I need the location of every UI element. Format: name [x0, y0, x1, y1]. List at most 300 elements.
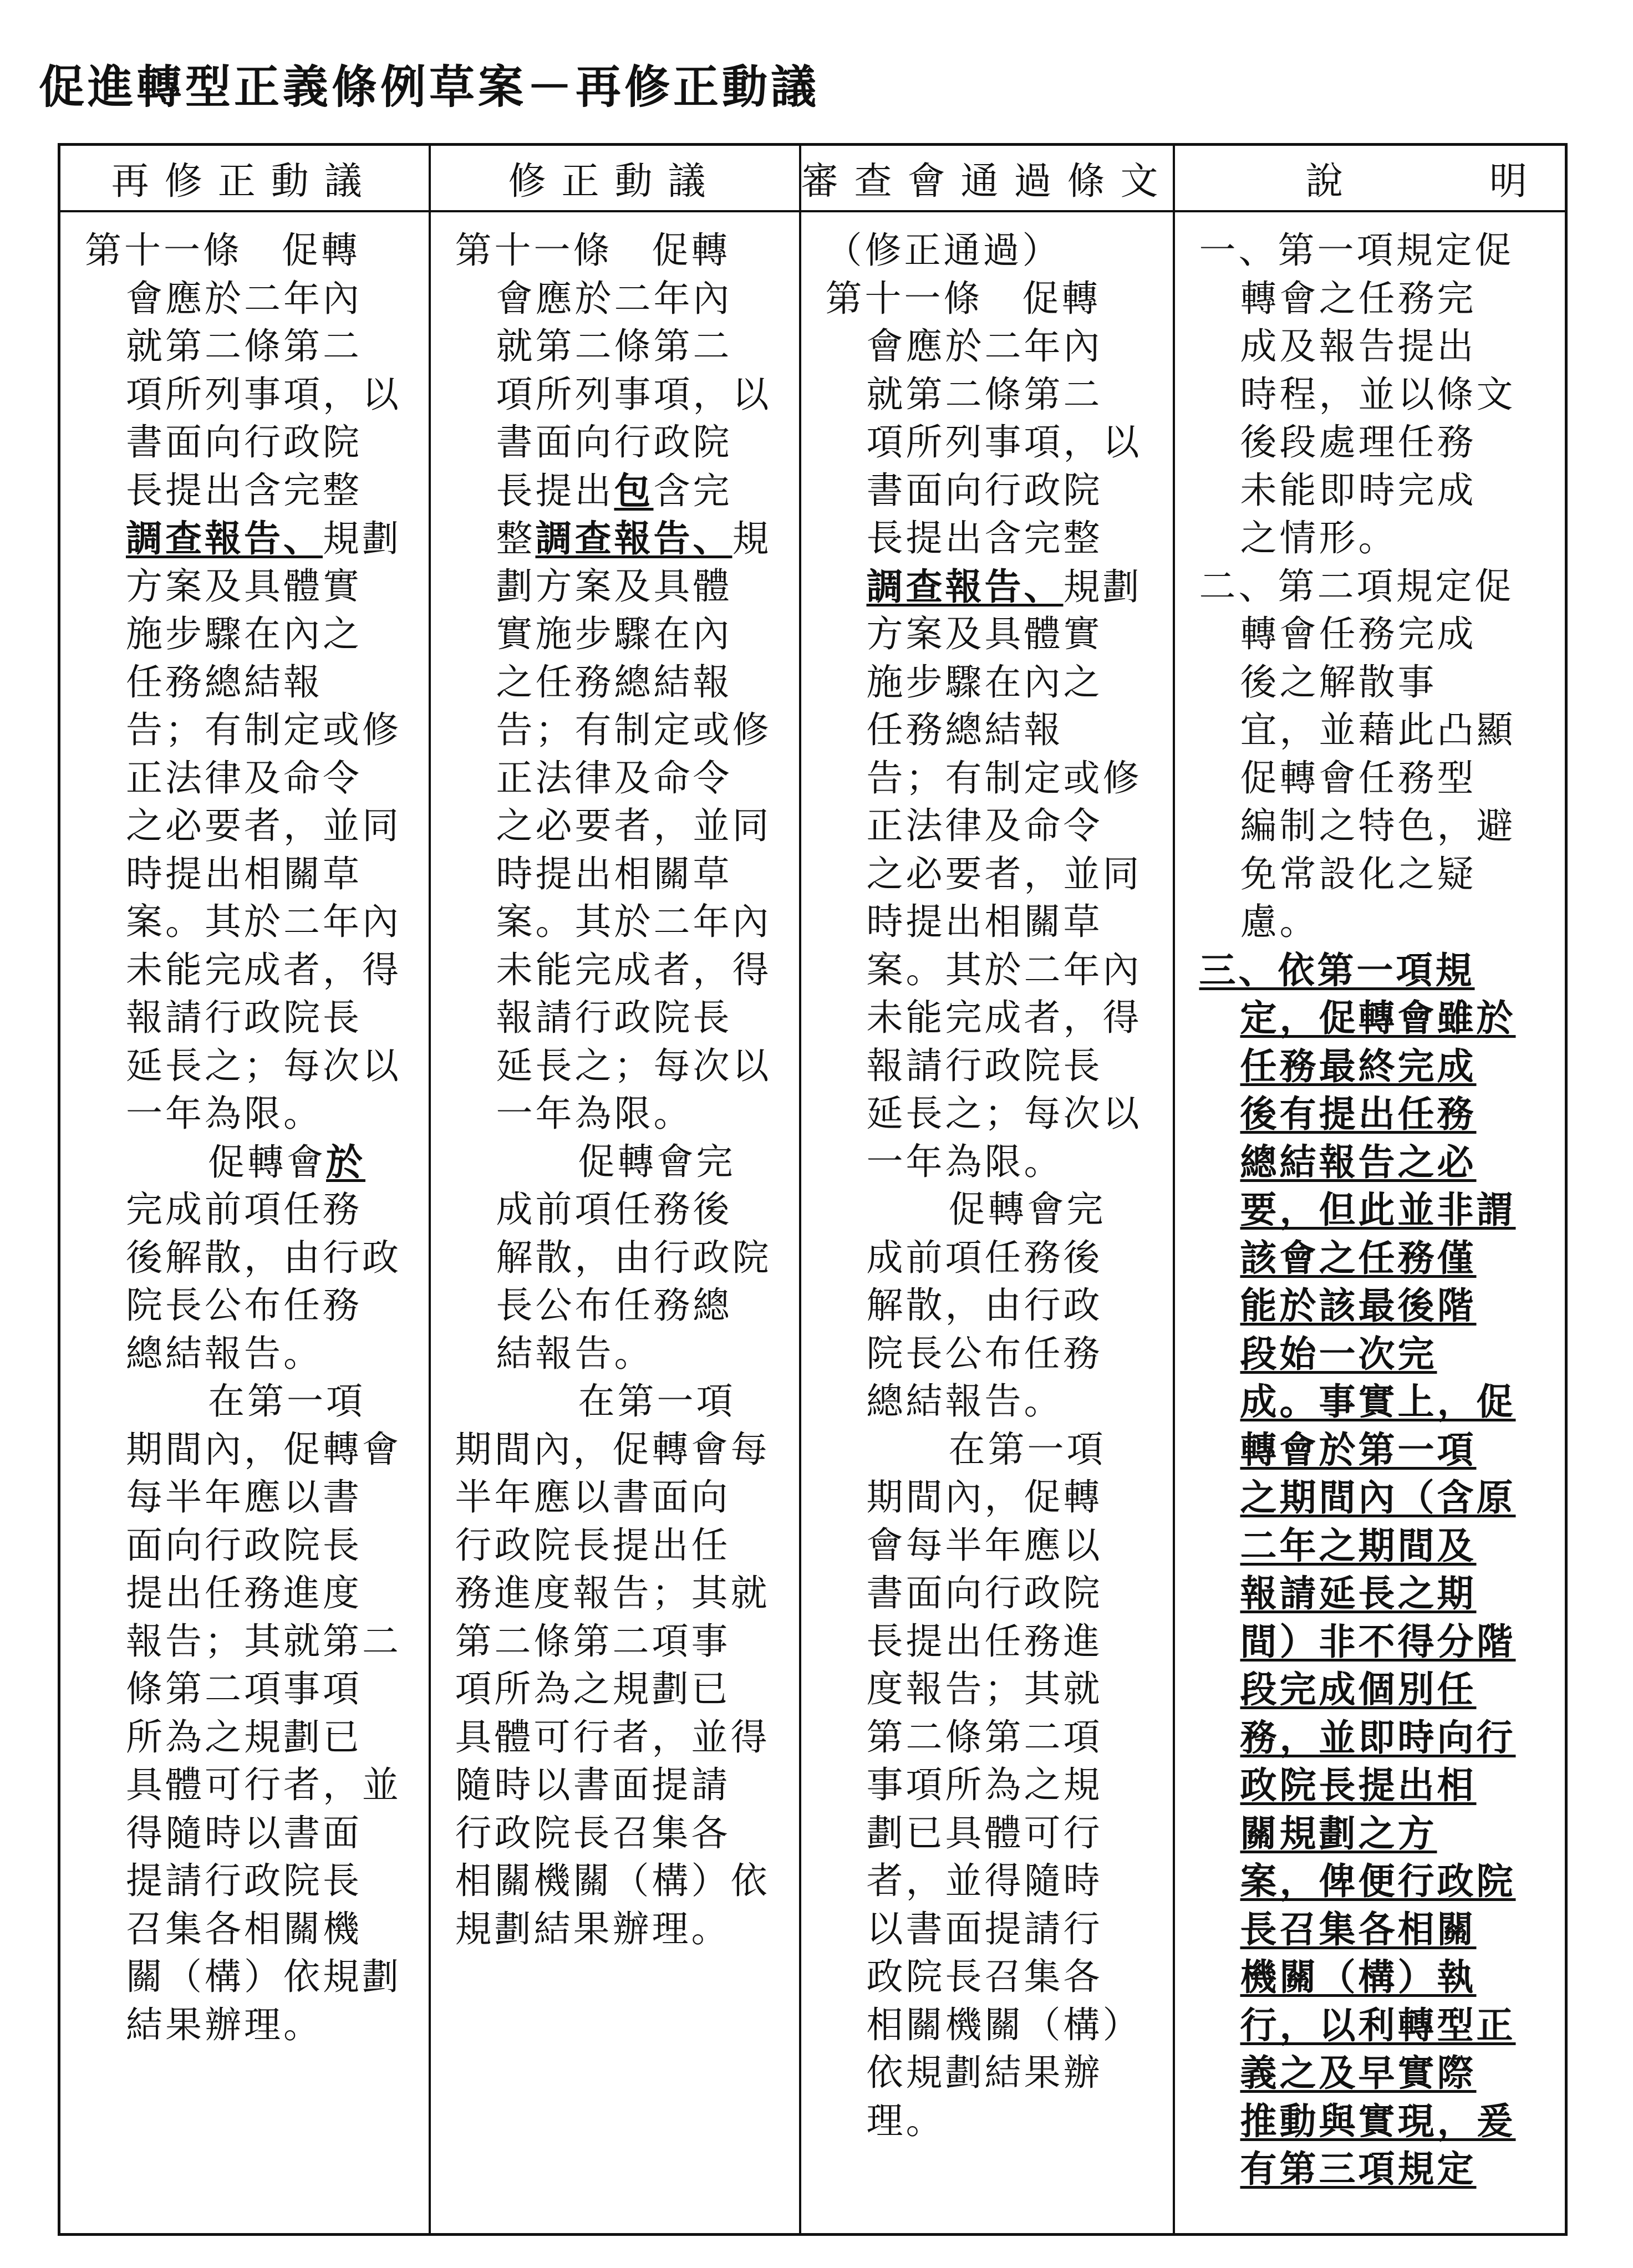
line-text: 就第二條第二 [866, 373, 1103, 416]
emphasized-text: 機關（構）執 [1240, 1955, 1477, 1999]
col1-line [85, 850, 416, 899]
col3-line [826, 659, 1161, 707]
col4-line [1199, 1378, 1553, 1426]
line-text: 二、第二項規定促 [1199, 564, 1514, 608]
line-text: 期間內，促轉會每 [455, 1428, 770, 1471]
col1-line [85, 802, 416, 850]
line-text: 未能完成者，得 [866, 996, 1142, 1039]
col1-line [85, 1618, 416, 1666]
col3-line [826, 1138, 1161, 1186]
col1-line [85, 1474, 416, 1522]
emphasized-text: 於 [326, 1140, 365, 1184]
line-text: 方案及具體實 [866, 613, 1103, 655]
emphasized-text: 定，促轉會雖於 [1240, 996, 1516, 1039]
col2-line [455, 1282, 787, 1330]
emphasized-text: 任務最終完成 [1240, 1044, 1477, 1088]
page-title: 促進轉型正義條例草案－再修正動議 [39, 60, 820, 114]
line-text: 時提出相關草 [866, 900, 1103, 943]
line-text: 度報告；其就 [866, 1668, 1103, 1710]
line-text: 會應於二年內 [496, 277, 732, 320]
line-text: 會應於二年內 [866, 325, 1103, 368]
line-text: 任務總結報 [126, 660, 323, 704]
line-text: 促轉會 [208, 1140, 326, 1184]
col1-line [85, 1090, 416, 1138]
line-text: 成前項任務後 [496, 1188, 732, 1231]
col2-line [455, 610, 787, 659]
line-text: 實施步驟在內 [496, 613, 732, 655]
line-text: 時程，並以條文 [1240, 373, 1516, 416]
line-text: 書面向行政院 [496, 421, 732, 463]
line-text: 延長之；每次以 [126, 1044, 401, 1087]
col2-line [455, 227, 787, 275]
line-text: 會每半年應以 [866, 1523, 1103, 1567]
line-text: 解散，由行政 [866, 1284, 1103, 1327]
line-text: 期間內，促轉會 [126, 1428, 401, 1471]
line-text: 事項所為之規 [866, 1764, 1103, 1806]
line-text: 報告；其就第二 [126, 1619, 401, 1663]
explanation-article [1175, 212, 1565, 2193]
col4-line [1199, 610, 1553, 659]
emphasized-text: 包 [614, 468, 654, 512]
col2-line [455, 1330, 787, 1378]
line-text: 項所列事項，以 [126, 373, 401, 416]
col2-line [455, 467, 787, 515]
col4-line [1199, 275, 1553, 323]
line-text: 之任務總結報 [496, 660, 732, 704]
col4-line [1199, 1042, 1553, 1090]
col4-line [1199, 1569, 1553, 1618]
emphasized-text: 有第三項規定 [1240, 2147, 1477, 2190]
line-text: 報請行政院長 [866, 1044, 1103, 1087]
col3-line [826, 706, 1161, 755]
col4-line [1199, 1953, 1553, 2001]
line-text: 延長之；每次以 [866, 1092, 1142, 1135]
col2-line [455, 419, 787, 467]
col3-line [826, 1953, 1161, 2001]
col4-line [1199, 1714, 1553, 1762]
line-text: 之情形。 [1240, 517, 1398, 559]
emphasized-text: 案，俾便行政院 [1240, 1859, 1516, 1903]
line-text: 告；有制定或修 [126, 709, 401, 751]
col3-line [826, 610, 1161, 659]
line-text: 相關機關（構） [866, 2003, 1142, 2046]
col4-line [1199, 2049, 1553, 2097]
line-text: 劃方案及具體 [496, 564, 732, 608]
line-text: 在第一項 [578, 1380, 736, 1423]
emphasized-text: 推動與實現，爰 [1240, 2099, 1516, 2143]
col3-line [826, 1857, 1161, 1905]
column-header-explanation-first: 說 [1305, 159, 1359, 203]
col3-line [826, 1714, 1161, 1762]
line-text: 在第一項 [208, 1380, 365, 1423]
col1-line [85, 1042, 416, 1090]
col2-line [455, 1665, 787, 1714]
col4-line [1199, 2097, 1553, 2145]
col2-line [455, 1905, 787, 1954]
col3-line [826, 2049, 1161, 2097]
col2-line [455, 1714, 787, 1762]
line-text: 期間內，促轉 [866, 1476, 1103, 1518]
col1-line [85, 706, 416, 755]
col3-line [826, 514, 1161, 563]
emphasized-text: 長召集各相關 [1240, 1907, 1477, 1951]
col2-line [455, 1522, 787, 1570]
line-text: 完成前項任務 [126, 1188, 362, 1231]
line-text: 一年為限。 [866, 1140, 1064, 1183]
line-text: 就第二條第二 [496, 325, 732, 368]
emphasized-text: 間）非不得分階 [1240, 1619, 1516, 1663]
line-text: 編制之特色，避 [1240, 804, 1516, 847]
col3-line [826, 1618, 1161, 1666]
col4-line [1199, 802, 1553, 850]
col4-line [1199, 227, 1553, 275]
col3-line [826, 1426, 1161, 1474]
line-text: 總結報告。 [866, 1380, 1064, 1423]
emphasized-text: 轉會於第一項 [1240, 1428, 1477, 1471]
col1-line [85, 227, 416, 275]
col1-line [85, 610, 416, 659]
col4-line [1199, 850, 1553, 899]
table-header-row [59, 145, 1566, 212]
col4-line [1199, 2001, 1553, 2050]
line-text: 項所列事項，以 [866, 421, 1142, 463]
re-amendment-article [60, 212, 429, 2049]
col4-line [1199, 946, 1553, 995]
line-text: 轉會任務完成 [1240, 613, 1477, 655]
line-text: 施步驟在內之 [126, 613, 362, 655]
col3-line [826, 1330, 1161, 1378]
emphasized-text: 要，但此並非謂 [1240, 1188, 1516, 1231]
line-text: 務進度報告；其就 [455, 1572, 770, 1614]
line-text: 長公布任務總 [496, 1284, 732, 1327]
col3-line [826, 323, 1161, 371]
col1-line [85, 371, 416, 419]
col4-line [1199, 2145, 1553, 2193]
col1-line [85, 563, 416, 611]
line-text: 施步驟在內之 [866, 660, 1103, 704]
committee-text-article [801, 212, 1173, 2145]
col1-line [85, 1522, 416, 1570]
line-text: 含完 [653, 469, 732, 512]
line-text: 以書面提請行 [866, 1907, 1103, 1950]
col3-line [826, 1522, 1161, 1570]
line-text: 之必要者，並同 [496, 804, 772, 847]
line-text: 會應於二年內 [126, 277, 362, 320]
line-text: 之必要者，並同 [126, 804, 401, 847]
col2-line [455, 563, 787, 611]
line-text: 所為之規劃已 [126, 1715, 362, 1759]
line-text: 第十一條 促轉 [85, 229, 360, 272]
emphasized-text: 段完成個別任 [1240, 1668, 1477, 1711]
line-text: 長提出含完整 [866, 517, 1103, 559]
line-text: 整 [496, 517, 536, 560]
line-text: 書面向行政院 [126, 421, 362, 463]
line-text: 劃已具體可行 [866, 1811, 1103, 1854]
explanation-cell [1174, 211, 1566, 2235]
col2-line [455, 1618, 787, 1666]
line-text: 免常設化之疑 [1240, 852, 1477, 895]
line-text: 院長公布任務 [126, 1284, 362, 1327]
line-text: 告；有制定或修 [496, 709, 772, 751]
emphasized-text: 關規劃之方 [1240, 1811, 1437, 1855]
col1-line [85, 1810, 416, 1858]
col3-line [826, 227, 1161, 275]
col2-line [455, 371, 787, 419]
column-header-re-amendment: 再修正動議 [59, 145, 430, 212]
col3-line [826, 1665, 1161, 1714]
line-text: 告；有制定或修 [866, 756, 1142, 799]
col1-line [85, 1761, 416, 1810]
col3-line [826, 1042, 1161, 1090]
col1-line [85, 467, 416, 515]
line-text: 具體可行者，並得 [455, 1715, 770, 1759]
line-text: 項所為之規劃已 [455, 1668, 731, 1710]
col1-line [85, 323, 416, 371]
col4-line [1199, 755, 1553, 803]
emphasized-text: 調查報告、 [126, 517, 323, 560]
line-text: 未能完成者，得 [496, 948, 772, 991]
col2-line [455, 1474, 787, 1522]
line-text: 面向行政院長 [126, 1523, 362, 1567]
emphasized-text: 二年之期間及 [1240, 1523, 1477, 1567]
col1-line [85, 1138, 416, 1186]
col1-line [85, 1905, 416, 1954]
line-text: 第二條第二項事 [455, 1619, 731, 1663]
col4-line [1199, 1474, 1553, 1522]
col2-line [455, 1186, 787, 1234]
emphasized-text: 之期間內（含原 [1240, 1476, 1516, 1519]
line-text: 促轉會任務型 [1240, 756, 1477, 799]
col4-line [1199, 1426, 1553, 1474]
line-text: 成及報告提出 [1240, 325, 1477, 368]
col4-line [1199, 659, 1553, 707]
emphasized-text: 務，並即時向行 [1240, 1715, 1516, 1759]
col3-line [826, 802, 1161, 850]
col2-line [455, 898, 787, 946]
line-text: 相關機關（構）依 [455, 1859, 770, 1902]
line-text: 之必要者，並同 [866, 852, 1142, 895]
emphasized-text: 報請延長之期 [1240, 1572, 1477, 1615]
line-text: 促轉會完 [948, 1188, 1106, 1231]
line-text: 報請行政院長 [496, 996, 732, 1039]
col1-line [85, 898, 416, 946]
col2-line [455, 1138, 787, 1186]
line-text: 關（構）依規劃 [126, 1955, 401, 1998]
line-text: 者，並得隨時 [866, 1859, 1103, 1902]
col2-line [455, 1426, 787, 1474]
col3-line [826, 2097, 1161, 2145]
col1-line [85, 659, 416, 707]
col3-line [826, 946, 1161, 995]
col1-line [85, 1330, 416, 1378]
column-header-amendment: 修正動議 [430, 145, 800, 212]
comparison-table [58, 143, 1568, 2236]
col4-line [1199, 1282, 1553, 1330]
col1-line [85, 275, 416, 323]
col3-line [826, 1234, 1161, 1282]
col3-line [826, 419, 1161, 467]
col4-line [1199, 994, 1553, 1042]
line-text: 報請行政院長 [126, 996, 362, 1039]
col4-line [1199, 1665, 1553, 1714]
line-text: 後段處理任務 [1240, 421, 1477, 463]
line-text: 召集各相關機 [126, 1907, 362, 1950]
col2-line [455, 755, 787, 803]
col4-line [1199, 563, 1553, 611]
line-text: 院長公布任務 [866, 1332, 1103, 1375]
col1-line [85, 1857, 416, 1905]
col4-line [1199, 1905, 1553, 1954]
col1-line [85, 1234, 416, 1282]
line-text: 未能即時完成 [1240, 468, 1477, 512]
col4-line [1199, 419, 1553, 467]
line-text: 長提出含完整 [126, 468, 362, 512]
col4-line [1199, 467, 1553, 515]
col4-line [1199, 1234, 1553, 1282]
line-text: 後解散，由行政 [126, 1236, 401, 1279]
line-text: 正法律及命令 [126, 756, 362, 799]
line-text: 正法律及命令 [496, 756, 732, 799]
line-text: 就第二條第二 [126, 325, 362, 368]
line-text: 行政院長召集各 [455, 1811, 731, 1854]
line-text: 理。 [866, 2099, 945, 2142]
line-text: 在第一項 [948, 1428, 1106, 1471]
emphasized-text: 調查報告、 [535, 517, 732, 560]
col2-line [455, 1042, 787, 1090]
emphasized-text: 能於該最後階 [1240, 1284, 1477, 1327]
col3-line [826, 755, 1161, 803]
line-text: 條第二項事項 [126, 1668, 362, 1710]
line-text: 規劃 [323, 517, 401, 560]
column-header-committee-text: 審查會通過條文 [800, 145, 1174, 212]
col3-line [826, 2001, 1161, 2050]
line-text: 具體可行者，並 [126, 1764, 401, 1806]
col3-line [826, 275, 1161, 323]
col3-line [826, 1905, 1161, 1954]
col4-line [1199, 1138, 1553, 1186]
line-text: 書面向行政院 [866, 1572, 1103, 1614]
line-text: 提請行政院長 [126, 1859, 362, 1902]
amendment-cell [430, 211, 800, 2235]
line-text: 行政院長提出任 [455, 1523, 731, 1567]
col2-line [455, 1810, 787, 1858]
line-text: 未能完成者，得 [126, 948, 401, 991]
col1-line [85, 2001, 416, 2050]
emphasized-text: 段始一次完 [1240, 1332, 1437, 1375]
col1-line [85, 946, 416, 995]
col3-line [826, 1090, 1161, 1138]
col2-line [455, 514, 787, 563]
emphasized-text: 成。事實上，促 [1240, 1380, 1516, 1423]
line-text: 長提出任務進 [866, 1619, 1103, 1663]
col1-line [85, 1426, 416, 1474]
emphasized-text: 後有提出任務 [1240, 1092, 1477, 1135]
col3-line [826, 563, 1161, 611]
line-text: 結報告。 [496, 1332, 654, 1375]
emphasized-text: 三、依第一項規 [1199, 948, 1475, 992]
line-text: 轉會之任務完 [1240, 277, 1477, 320]
line-text: 長提出 [496, 469, 614, 512]
line-text: 成前項任務後 [866, 1236, 1103, 1279]
col4-line [1199, 514, 1553, 563]
line-text: 項所列事項，以 [496, 373, 772, 416]
col1-line [85, 514, 416, 563]
col2-line [455, 946, 787, 995]
line-text: 依規劃結果辦 [866, 2051, 1103, 2094]
line-text: 半年應以書面向 [455, 1476, 731, 1518]
col3-line [826, 1186, 1161, 1234]
line-text: 後之解散事 [1240, 660, 1437, 704]
col1-line [85, 755, 416, 803]
line-text: 時提出相關草 [496, 852, 732, 895]
line-text: 第十一條 促轉 [455, 229, 731, 272]
line-text: 任務總結報 [866, 709, 1064, 751]
col2-line [455, 659, 787, 707]
line-text: 時提出相關草 [126, 852, 362, 895]
line-text: 規劃結果辦理。 [455, 1907, 731, 1950]
col1-line [85, 1282, 416, 1330]
line-text: 方案及具體實 [126, 564, 362, 608]
col2-line [455, 1857, 787, 1905]
line-text: 宜，並藉此凸顯 [1240, 709, 1516, 751]
col2-line [455, 323, 787, 371]
col4-line [1199, 1618, 1553, 1666]
line-text: 第二條第二項 [866, 1715, 1103, 1759]
col1-line [85, 1378, 416, 1426]
line-text: 案。其於二年內 [126, 900, 401, 943]
col1-line [85, 1665, 416, 1714]
line-text: 促轉會完 [578, 1140, 736, 1183]
col1-line [85, 994, 416, 1042]
col4-line [1199, 706, 1553, 755]
col2-line [455, 1761, 787, 1810]
col3-line [826, 994, 1161, 1042]
col2-line [455, 1569, 787, 1618]
line-text: （修正通過） [825, 229, 1062, 272]
line-text: 規劃 [1063, 565, 1142, 608]
emphasized-text: 該會之任務僅 [1240, 1236, 1477, 1280]
line-text: 一年為限。 [126, 1092, 323, 1135]
col4-line [1199, 1186, 1553, 1234]
col3-line [826, 467, 1161, 515]
re-amendment-cell [59, 211, 430, 2235]
line-text: 慮。 [1240, 900, 1319, 943]
line-text: 規 [732, 517, 772, 560]
col1-line [85, 1953, 416, 2001]
col1-line [85, 1186, 416, 1234]
col4-line [1199, 1330, 1553, 1378]
emphasized-text: 調查報告、 [866, 564, 1064, 608]
col2-line [455, 1090, 787, 1138]
line-text: 結果辦理。 [126, 2003, 323, 2046]
col3-line [826, 1474, 1161, 1522]
line-text: 書面向行政院 [866, 468, 1103, 512]
line-text: 總結報告。 [126, 1332, 323, 1375]
col2-line [455, 275, 787, 323]
col2-line [455, 850, 787, 899]
col3-line [826, 1810, 1161, 1858]
col3-line [826, 1569, 1161, 1618]
col3-line [826, 1761, 1161, 1810]
col4-line [1199, 371, 1553, 419]
column-header-explanation [1174, 145, 1566, 212]
line-text: 隨時以書面提請 [455, 1764, 731, 1806]
column-header-explanation-last: 明 [1489, 159, 1543, 203]
amendment-article [431, 212, 799, 1953]
committee-text-cell [800, 211, 1174, 2235]
col2-line [455, 994, 787, 1042]
col2-line [455, 1234, 787, 1282]
